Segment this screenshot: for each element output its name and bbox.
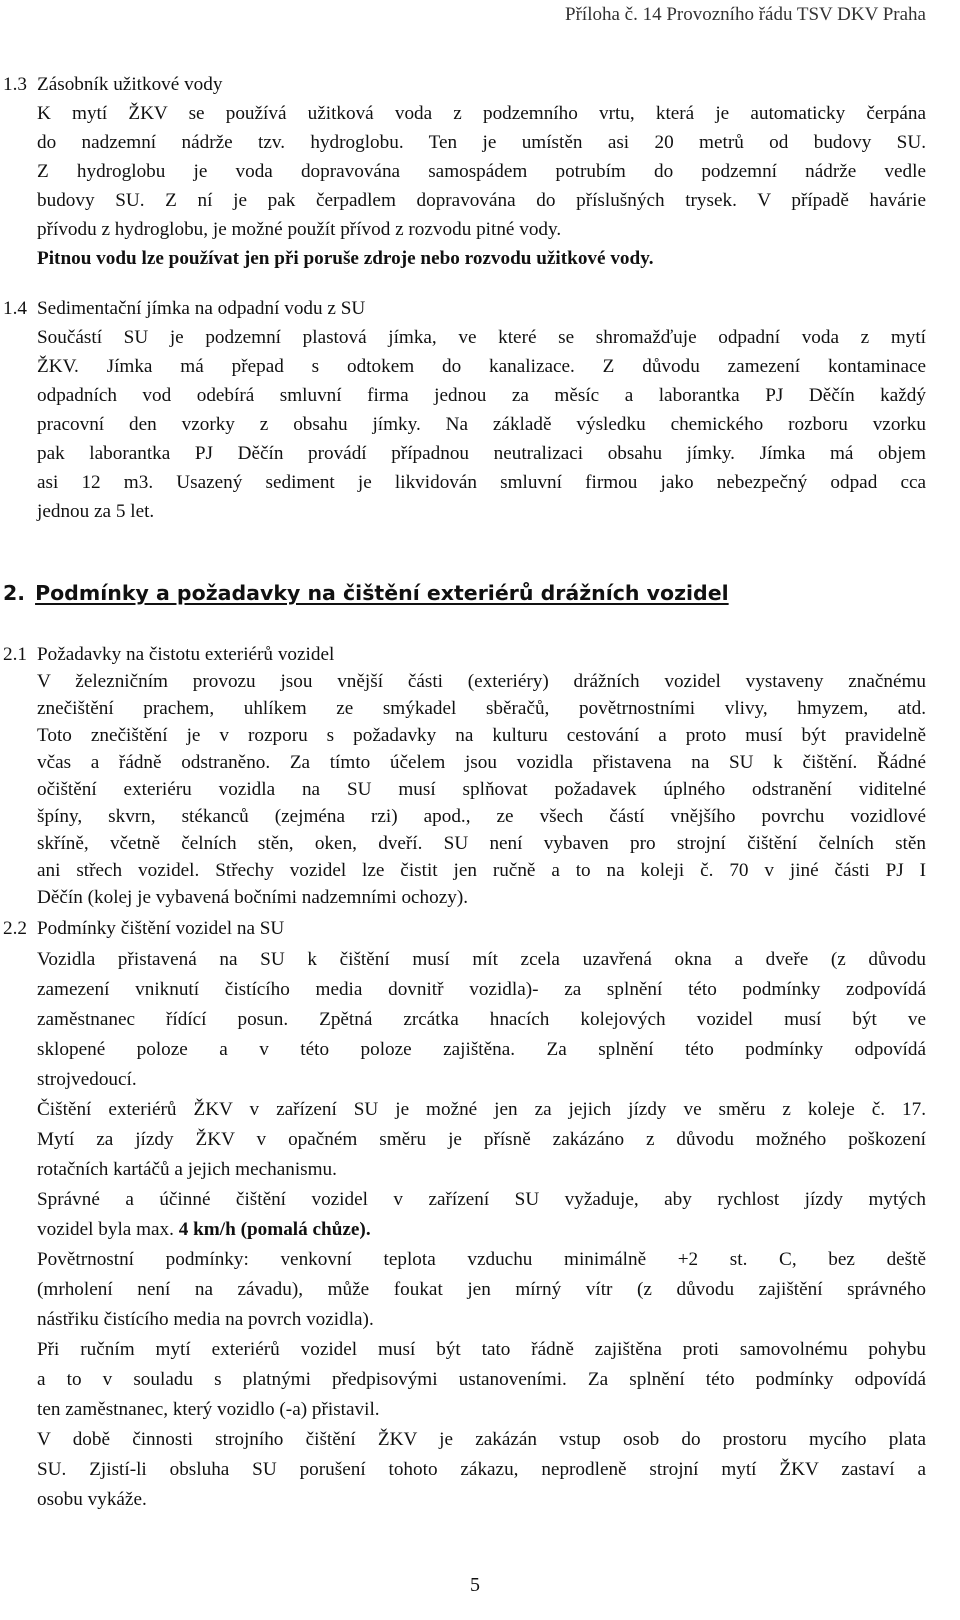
paragraph-line: sklopené poloze a v této poloze zajištěna. Za splnění této podmínky odpovídá — [37, 1039, 926, 1060]
paragraph-line: strojvedoucí. — [37, 1069, 137, 1090]
paragraph-line: ani střech vozidel. Střechy vozidel lze čistit jen ručně a to na koleji č. 70 v jiné části PJ I — [37, 860, 926, 881]
paragraph-line: jednou za 5 let. — [37, 501, 155, 522]
speed-line — [37, 1215, 926, 1244]
paragraph-line: asi 12 m3. Usazený sediment je likvidován smluvní firmou jako nebezpečný odpad cca — [37, 472, 926, 493]
paragraph-line: Správné a účinné čištění vozidel v zařízení SU vyžaduje, aby rychlost jízdy mytých — [37, 1189, 926, 1210]
paragraph-line: a to v souladu s platnými předpisovými ustanoveními. Za splnění této podmínky odpovídá — [37, 1369, 926, 1390]
section-heading-1-4: Sedimentační jímka na odpadní vodu z SU — [37, 298, 366, 319]
paragraph-line: Součástí SU je podzemní plastová jímka, ve které se shromažďuje odpadní voda z mytí — [37, 327, 926, 348]
section-heading-2-1: Požadavky na čistotu exteriérů vozidel — [37, 644, 335, 665]
paragraph-line: Děčín (kolej je vybavená bočními nadzemními ochozy). — [37, 887, 469, 908]
paragraph-line: (mrholení není na závadu), může foukat jen mírný vítr (z důvodu zajištění správného — [37, 1279, 926, 1300]
page-number: 5 — [470, 1574, 480, 1596]
section-number-2-1: 2.1 — [3, 644, 27, 665]
paragraph-line: ŽKV. Jímka má přepad s odtokem do kanalizace. Z důvodu zamezení kontaminace — [37, 356, 926, 377]
chapter-heading-2 — [3, 578, 729, 608]
paragraph-line: SU. Zjistí-li obsluha SU porušení tohoto zákazu, neprodleně strojní mytí ŽKV zastaví a — [37, 1459, 926, 1480]
paragraph-line: špíny, skvrn, stékanců (zejména rzi) apod., ze všech částí vnějšího povrchu vozidlové — [37, 806, 926, 827]
paragraph-line: nástřiku čistícího media na povrch vozidla). — [37, 1309, 374, 1330]
section-heading-1-3: Zásobník užitkové vody — [37, 74, 223, 95]
section-number-1-3: 1.3 — [3, 74, 27, 95]
bold-notice: Pitnou vodu lze používat jen při poruše zdroje nebo rozvodu užitkové vody. — [37, 248, 654, 269]
paragraph-line: skříně, včetně čelních stěn, oken, dveří. SU není vybaven pro strojní čištění čelních stěn — [37, 833, 926, 854]
chapter-number: 2. — [3, 581, 26, 605]
paragraph-line: Vozidla přistavená na SU k čištění musí mít zcela uzavřená okna a dveře (z důvodu — [37, 949, 926, 970]
paragraph-line: Toto znečištění je v rozporu s požadavky na kulturu cestování a proto musí být pravidelně — [37, 725, 926, 746]
paragraph-line: znečištění prachem, uhlíkem ze smýkadel sběračů, povětrnostními vlivy, hmyzem, atd. — [37, 698, 926, 719]
paragraph-line: Z hydroglobu je voda dopravována samospádem potrubím do podzemní nádrže vedle — [37, 161, 926, 182]
chapter-title: Podmínky a požadavky na čištění exteriérů drážních vozidel — [35, 581, 729, 605]
paragraph-line: do nadzemní nádrže tzv. hydroglobu. Ten je umístěn asi 20 metrů od budovy SU. — [37, 132, 926, 153]
paragraph-line: K mytí ŽKV se používá užitková voda z podzemního vrtu, která je automaticky čerpána — [37, 103, 926, 124]
paragraph-line: ten zaměstnanec, který vozidlo (-a) přistavil. — [37, 1399, 380, 1420]
paragraph-line: pracovní den vzorky z obsahu jímky. Na základě výsledku chemického rozboru vzorku — [37, 414, 926, 435]
paragraph-line: pak laborantka PJ Děčín provádí případnou neutralizaci obsahu jímky. Jímka má objem — [37, 443, 926, 464]
paragraph-line: V době činnosti strojního čištění ŽKV je zakázán vstup osob do prostoru mycího plata — [37, 1429, 926, 1450]
speed-limit: 4 km/h (pomalá chůze). — [178, 1219, 371, 1240]
paragraph-line: přívodu z hydroglobu, je možné použít přívod z rozvodu pitné vody. — [37, 219, 562, 240]
paragraph-line: Při ručním mytí exteriérů vozidel musí být tato řádně zajištěna proti samovolnému pohybu — [37, 1339, 926, 1360]
section-heading-2-2: Podmínky čištění vozidel na SU — [37, 918, 285, 939]
paragraph-line: V železničním provozu jsou vnější části (exteriéry) drážních vozidel vystaveny značnému — [37, 671, 926, 692]
section-number-2-2: 2.2 — [3, 918, 27, 939]
paragraph-line: osobu vykáže. — [37, 1489, 147, 1510]
paragraph-line: Mytí za jízdy ŽKV v opačném směru je přísně zakázáno z důvodu možného poškození — [37, 1129, 926, 1150]
page-number-footer — [0, 1574, 960, 1597]
paragraph-line: rotačních kartáčů a jejich mechanismu. — [37, 1159, 337, 1180]
paragraph-line: Čištění exteriérů ŽKV v zařízení SU je možné jen za jejich jízdy ve směru z koleje č. 17. — [37, 1099, 926, 1120]
paragraph-line: odpadních vod odebírá smluvní firma jednou za měsíc a laborantka PJ Děčín každý — [37, 385, 926, 406]
paragraph-line: zamezení vniknutí čistícího media dovnitř vozidla)- za splnění této podmínky zodpovídá — [37, 979, 926, 1000]
paragraph-line: zaměstnanec řídící posun. Zpětná zrcátka hnacích kolejových vozidel musí být ve — [37, 1009, 926, 1030]
speed-prefix: vozidel byla max. — [37, 1219, 179, 1240]
paragraph-line: Povětrnostní podmínky: venkovní teplota vzduchu minimálně +2 st. C, bez deště — [37, 1249, 926, 1270]
page-header: Příloha č. 14 Provozního řádu TSV DKV Praha — [565, 4, 926, 25]
paragraph-line: včas a řádně odstraněno. Za tímto účelem jsou vozidla přistavena na SU k čištění. Řádné — [37, 752, 926, 773]
paragraph-line: očištění exteriéru vozidla na SU musí splňovat požadavek úplného odstranění viditelné — [37, 779, 926, 800]
paragraph-line: budovy SU. Z ní je pak čerpadlem dopravována do příslušných trysek. V případě havárie — [37, 190, 926, 211]
section-number-1-4: 1.4 — [3, 298, 27, 319]
